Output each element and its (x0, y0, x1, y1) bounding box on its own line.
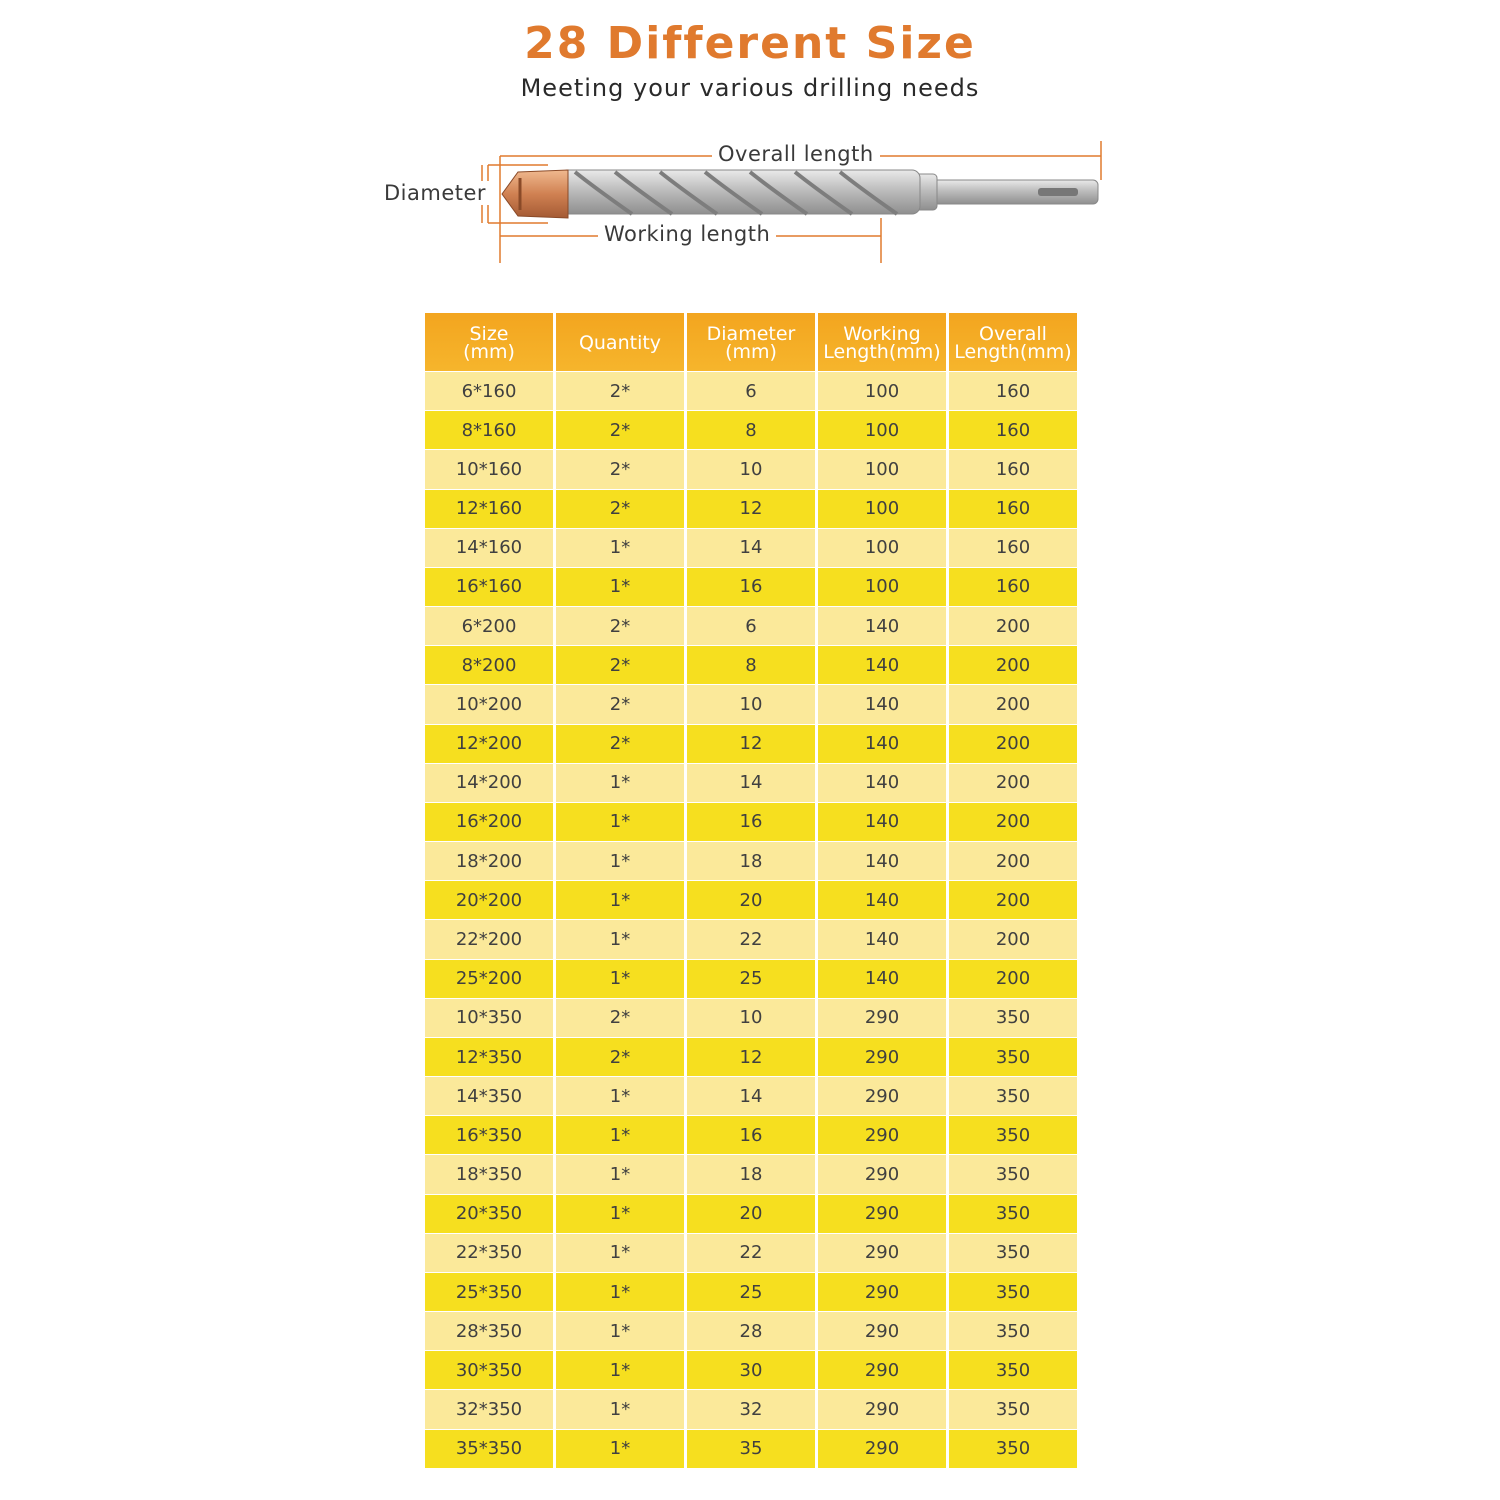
table-cell: 350 (949, 1154, 1077, 1193)
table-cell: 16 (687, 1115, 815, 1154)
table-cell: 2* (556, 645, 684, 684)
table-cell: 1* (556, 802, 684, 841)
table-cell: 32 (687, 1389, 815, 1428)
table-cell: 2* (556, 371, 684, 410)
table-cell: 1* (556, 880, 684, 919)
table-cell: 22 (687, 1233, 815, 1272)
table-cell: 200 (949, 802, 1077, 841)
table-cell: 14*160 (425, 528, 553, 567)
table-cell: 28*350 (425, 1311, 553, 1350)
table-cell: 1* (556, 1429, 684, 1468)
table-cell: 140 (818, 763, 946, 802)
table-cell: 8*200 (425, 645, 553, 684)
table-cell: 1* (556, 567, 684, 606)
table-cell: 160 (949, 567, 1077, 606)
table-cell: 350 (949, 1194, 1077, 1233)
table-cell: 10 (687, 998, 815, 1037)
table-cell: 25 (687, 959, 815, 998)
table-cell: 350 (949, 1429, 1077, 1468)
table-cell: 22 (687, 919, 815, 958)
table-cell: 2* (556, 684, 684, 723)
table-cell: 1* (556, 1076, 684, 1115)
table-cell: 8 (687, 645, 815, 684)
table-cell: 350 (949, 1076, 1077, 1115)
table-header-cell: Diameter (mm) (687, 313, 815, 371)
table-cell: 160 (949, 489, 1077, 528)
table-cell: 140 (818, 645, 946, 684)
table-cell: 1* (556, 1389, 684, 1428)
table-cell: 140 (818, 724, 946, 763)
table-cell: 10*200 (425, 684, 553, 723)
table-cell: 290 (818, 1272, 946, 1311)
table-cell: 160 (949, 410, 1077, 449)
table-cell: 25*200 (425, 959, 553, 998)
table-cell: 16*160 (425, 567, 553, 606)
table-cell: 16*350 (425, 1115, 553, 1154)
table-cell: 290 (818, 1233, 946, 1272)
table-cell: 2* (556, 489, 684, 528)
table-cell: 28 (687, 1311, 815, 1350)
table-cell: 290 (818, 998, 946, 1037)
table-cell: 350 (949, 1115, 1077, 1154)
table-cell: 8*160 (425, 410, 553, 449)
page-subtitle: Meeting your various drilling needs (520, 74, 980, 102)
table-cell: 20*200 (425, 880, 553, 919)
table-cell: 18 (687, 841, 815, 880)
table-cell: 160 (949, 528, 1077, 567)
table-cell: 1* (556, 1311, 684, 1350)
table-cell: 10*160 (425, 449, 553, 488)
overall-length-label: Overall length (712, 142, 880, 166)
table-cell: 8 (687, 410, 815, 449)
table-cell: 140 (818, 841, 946, 880)
table-cell: 1* (556, 1272, 684, 1311)
table-cell: 200 (949, 724, 1077, 763)
table-cell: 290 (818, 1429, 946, 1468)
table-cell: 200 (949, 919, 1077, 958)
table-cell: 10*350 (425, 998, 553, 1037)
table-cell: 14 (687, 1076, 815, 1115)
size-table (425, 313, 1075, 1468)
table-cell: 160 (949, 371, 1077, 410)
table-cell: 350 (949, 1350, 1077, 1389)
table-cell: 16 (687, 802, 815, 841)
table-cell: 1* (556, 841, 684, 880)
table-cell: 350 (949, 1389, 1077, 1428)
table-cell: 200 (949, 841, 1077, 880)
page-title: 28 Different Size (524, 18, 976, 69)
size-table-grid (425, 313, 1075, 1468)
table-cell: 350 (949, 1037, 1077, 1076)
table-cell: 1* (556, 1350, 684, 1389)
table-cell: 16*200 (425, 802, 553, 841)
table-cell: 290 (818, 1154, 946, 1193)
table-cell: 290 (818, 1311, 946, 1350)
table-cell: 20*350 (425, 1194, 553, 1233)
table-cell: 100 (818, 528, 946, 567)
table-cell: 200 (949, 880, 1077, 919)
table-cell: 18 (687, 1154, 815, 1193)
table-cell: 20 (687, 880, 815, 919)
table-cell: 2* (556, 724, 684, 763)
table-cell: 100 (818, 371, 946, 410)
table-cell: 14 (687, 528, 815, 567)
table-cell: 1* (556, 1154, 684, 1193)
table-cell: 35 (687, 1429, 815, 1468)
table-cell: 200 (949, 606, 1077, 645)
table-cell: 160 (949, 449, 1077, 488)
table-cell: 12 (687, 1037, 815, 1076)
table-cell: 1* (556, 959, 684, 998)
table-cell: 100 (818, 567, 946, 606)
table-cell: 14*200 (425, 763, 553, 802)
table-cell: 2* (556, 606, 684, 645)
table-cell: 200 (949, 684, 1077, 723)
table-cell: 6 (687, 371, 815, 410)
table-cell: 12*350 (425, 1037, 553, 1076)
table-cell: 1* (556, 1115, 684, 1154)
table-cell: 12 (687, 724, 815, 763)
table-cell: 140 (818, 684, 946, 723)
table-cell: 6*160 (425, 371, 553, 410)
table-cell: 1* (556, 763, 684, 802)
table-cell: 290 (818, 1076, 946, 1115)
table-cell: 100 (818, 449, 946, 488)
table-cell: 140 (818, 606, 946, 645)
drill-bit-diagram (370, 128, 1120, 278)
table-cell: 140 (818, 802, 946, 841)
table-cell: 6 (687, 606, 815, 645)
table-cell: 30 (687, 1350, 815, 1389)
table-cell: 140 (818, 880, 946, 919)
diameter-label: Diameter (380, 181, 490, 205)
table-cell: 350 (949, 1311, 1077, 1350)
table-cell: 290 (818, 1115, 946, 1154)
table-cell: 12 (687, 489, 815, 528)
table-cell: 16 (687, 567, 815, 606)
table-cell: 30*350 (425, 1350, 553, 1389)
table-cell: 350 (949, 998, 1077, 1037)
table-cell: 1* (556, 1194, 684, 1233)
table-cell: 290 (818, 1389, 946, 1428)
table-cell: 25 (687, 1272, 815, 1311)
table-cell: 350 (949, 1272, 1077, 1311)
table-header-cell: Quantity (556, 313, 684, 371)
table-header-cell: Working Length(mm) (818, 313, 946, 371)
table-cell: 20 (687, 1194, 815, 1233)
table-cell: 10 (687, 449, 815, 488)
table-cell: 350 (949, 1233, 1077, 1272)
table-cell: 2* (556, 410, 684, 449)
table-cell: 1* (556, 528, 684, 567)
table-cell: 18*200 (425, 841, 553, 880)
table-cell: 290 (818, 1350, 946, 1389)
table-cell: 2* (556, 449, 684, 488)
table-cell: 10 (687, 684, 815, 723)
table-cell: 2* (556, 998, 684, 1037)
table-cell: 2* (556, 1037, 684, 1076)
table-cell: 200 (949, 763, 1077, 802)
table-cell: 1* (556, 1233, 684, 1272)
working-length-label: Working length (598, 222, 776, 246)
table-cell: 140 (818, 959, 946, 998)
table-cell: 1* (556, 919, 684, 958)
table-cell: 35*350 (425, 1429, 553, 1468)
table-cell: 100 (818, 489, 946, 528)
table-cell: 25*350 (425, 1272, 553, 1311)
table-cell: 18*350 (425, 1154, 553, 1193)
table-cell: 22*350 (425, 1233, 553, 1272)
table-cell: 14 (687, 763, 815, 802)
table-header-cell: Overall Length(mm) (949, 313, 1077, 371)
table-cell: 12*160 (425, 489, 553, 528)
table-cell: 290 (818, 1037, 946, 1076)
table-cell: 200 (949, 645, 1077, 684)
table-cell: 14*350 (425, 1076, 553, 1115)
drill-bit-body (502, 170, 1098, 218)
table-cell: 32*350 (425, 1389, 553, 1428)
table-cell: 22*200 (425, 919, 553, 958)
table-cell: 200 (949, 959, 1077, 998)
table-cell: 100 (818, 410, 946, 449)
table-cell: 140 (818, 919, 946, 958)
table-cell: 6*200 (425, 606, 553, 645)
table-cell: 290 (818, 1194, 946, 1233)
table-header-cell: Size (mm) (425, 313, 553, 371)
table-cell: 12*200 (425, 724, 553, 763)
